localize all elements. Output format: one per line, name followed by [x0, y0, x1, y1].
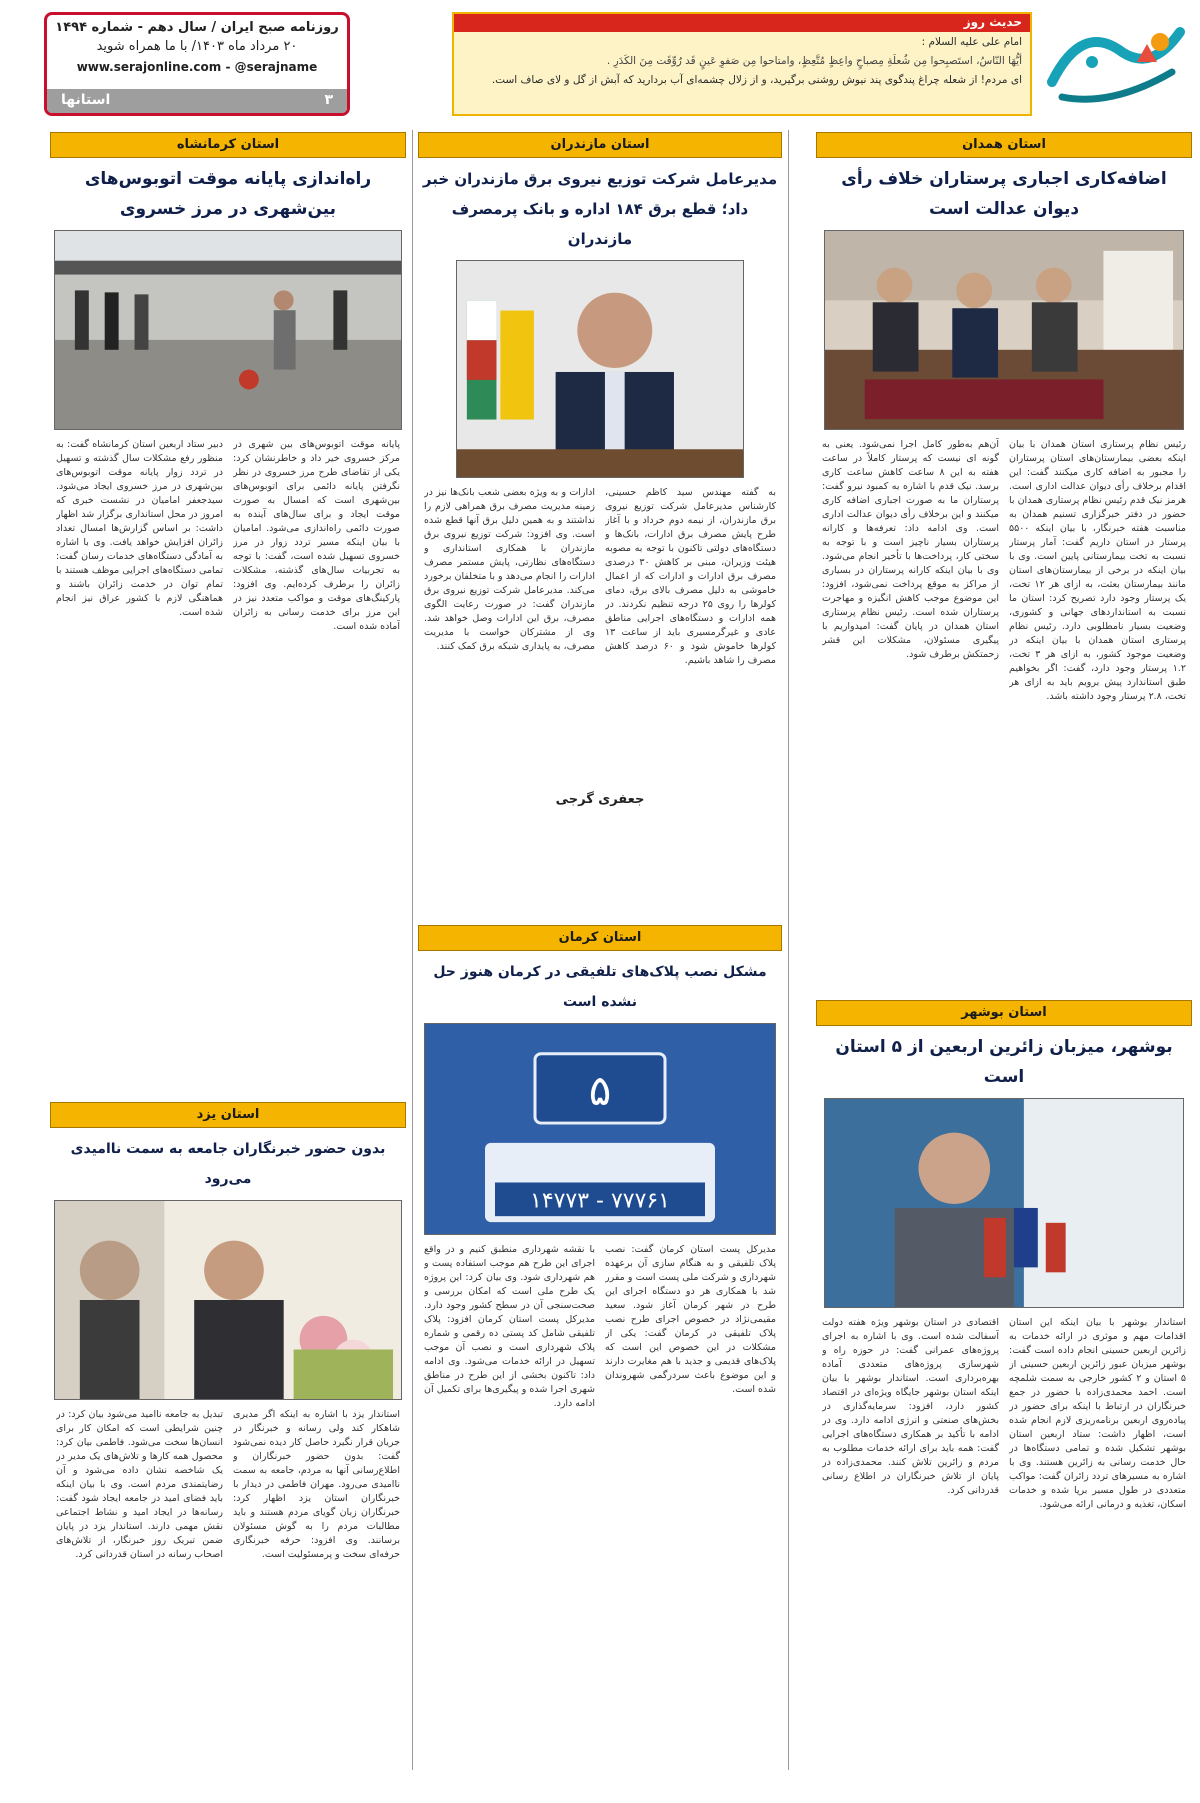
article-photo: [456, 260, 744, 478]
article-mazandaran: [418, 132, 782, 813]
page-number: ۳: [324, 92, 333, 108]
article-text: ادارات و به ویژه بعضی شعب بانک‌ها نیز در زمینه مدیریت مصرف برق همراهی لازم را نداشتند و به همین دلیل برق آنها قطع شده است. وی افزود: شرکت توزیع نیروی برق مازندران با همکاری استانداری و دستگاه‌های نظارتی، پایش مستمر مصرف ادارات را انجام می‌دهد و با متخلفان برخورد می‌کند. مدیرعامل شرکت توزیع نیروی برق مازندران گفت: در صورت رعایت الگوی مصرف، برق این ادارات وصل خواهد شد. وی از مشترکان خواست با مدیریت مصرف، به پایداری شبکه برق کمک کنند.: [424, 487, 595, 652]
article-text: اقتصادی در استان بوشهر ویژه هفته دولت آسفالت شده است. وی با اشاره به اجرای پروژه‌های عمرانی گفت: در حوزه راه و شهرسازی پروژه‌های متعددی آماده بهره‌برداری است. استاندار بوشهر با بیان اینکه استان بوشهر جایگاه ویژه‌ای در اقتصاد کشور دارد، افزود: سرمایه‌گذاری در بخش‌های صنعتی و انرژی ادامه دارد. وی در ادامه با تأکید بر همکاری دستگاه‌های اجرایی گفت: همه باید برای ارائه خدمات مطلوب به مردم و زائرین تلاش کنند. محمدی‌زاده در پایان از تلاش خبرنگاران در اطلاع رسانی قدردانی کرد.: [822, 1317, 999, 1496]
issue-info: روزنامه صبح ایران / سال دهم - شماره ۱۴۹۴: [55, 20, 339, 35]
article-body: [822, 1316, 1186, 1736]
article-text: رئیس نظام پرستاری استان همدان با بیان اینکه بعضی بیمارستان‌های استان پرستاران را مجبور به اضافه کاری میکنند گفت: این اقدام برخلاف رأی دیوان عدالت اداری است. هرمز نیک قدم رئیس نظام پرستاری همدان با حضور در دفتر خبرگزاری تسنیم همدان به مناسبت هفته خبرنگار، با بیان اینکه ۵۵۰۰ پرستار در استان داریم گفت: آمار پرستار نسبت به تخت بیمارستانی پایین است. وی با بیان اینکه در برخی از بیمارستان‌های استان مانند بیمارستان بعثت، به ازای هر ۱۲ تخت، یک پرستار وجود دارد تصریح کرد: استان ما نسبت به استانداردهای جهانی و کشوری، وضعیت بسیار نامطلوبی دارد. رئیس نظام پرستاری استان همدان با بیان اینکه در وضعیت موجود کشور، به ازای هر ۳ تخت، ۱.۲ پرستار وجود دارد، گفت: اگر بخواهیم طبق استاندارد پیش برویم باید به ازای هر تخت، ۲.۸ پرستار وجود داشته باشد.: [1009, 439, 1186, 702]
article-title[interactable]: بدون حضور خبرنگاران جامعه به سمت ناامیدی می‌رود: [70, 1141, 386, 1187]
province-tag: استان مازندران: [418, 132, 782, 158]
masthead: [0, 8, 1200, 118]
article-kerman: [418, 925, 782, 1803]
article-yazd: [50, 1102, 406, 1793]
article-photo: [824, 1098, 1184, 1308]
province-tag: استان کرمان: [418, 925, 782, 951]
seraj-logo: [1042, 12, 1190, 116]
hadith-box: [452, 12, 1032, 116]
article-text: تبدیل به جامعه ناامید می‌شود بیان کرد: در چنین شرایطی است که امکان کار برای انسان‌ها سخت می‌شود. فاطمی بیان کرد: محصول همه کارها و تلاش‌های یک مدیر در یک شاخصه نشان داده می‌شود و آن رضایتمندی مردم است. وی با بیان اینکه باید فضای امید در جامعه ایجاد شود گفت: رسانه‌ها در ایجاد امید و نشاط اجتماعی نقش مهمی دارند. استاندار یزد در پایان ضمن تبریک روز خبرنگار، از تلاش‌های اصحاب رسانه در استان قدردانی کرد.: [56, 1409, 223, 1560]
hadith-arabic: أيُّهَا النّاسُ، استَصبِحوا مِن شُعلَةِ مِصباحٍ واعِظٍ مُتَّعِظٍ، وامتاحوا مِن صَفوِ عَينٍ قَد رُوِّقَت مِنَ الكَدَرِ .: [606, 55, 1022, 67]
article-hamedan: [816, 132, 1192, 898]
province-tag: استان کرمانشاه: [50, 132, 406, 158]
hadith-label: حدیث روز: [454, 14, 1030, 32]
article-text: به گفته مهندس سید کاظم حسینی، کارشناس مدیرعامل شرکت توزیع نیروی برق مازندران، از نیمه دوم خرداد و با آغاز طرح پایش مصرف برق ادارات، بانک‌ها و دستگاه‌های دولتی تاکنون با توجه به مصوبه هیئت وزیران، مبنی بر کاهش ۳۰ درصدی مصرف برق ادارات و ادارات که از اعمال خاموشی به دلیل مصرف بالای برق، دمای کولرها را روی ۲۵ درجه تنظیم نکردند. در همه ادارات و دستگاه‌های اجرایی مناطق عادی و غیرگرمسیری باید از ساعت ۱۳ کولرها خاموش شود و ۶۰ درصد کاهش مصرف را شاهد باشیم.: [605, 487, 776, 666]
article-title[interactable]: بوشهر، میزبان زائرین اربعین از ۵ استان است: [835, 1037, 1173, 1087]
article-body: [424, 486, 776, 786]
section-name: استانها: [61, 92, 111, 108]
hadith-persian: ای مردم! از شعله چراغ پندگوی پند نیوش روشنی برگیرید، و از زلال چشمه‌ای آب بردارید که آبش از گل و لای صاف است.: [491, 74, 1022, 86]
article-text: استاندار یزد با اشاره به اینکه اگر مدیری شاهکار کند ولی رسانه و خبرنگار در جریان قرار نگیرد حاصل کار دیده نمی‌شود گفت: بدون حضور خبرنگاران و اطلاع‌رسانی آنها به مردم، جامعه به سمت ناامیدی می‌رود. مهران فاطمی در دیدار با خبرنگاران استان یزد اظهار کرد: خبرنگاران زبان گویای مردم هستند و باید مطالبات مردم را به گوش مسئولان برسانند. وی افزود: حرفه خبرنگاری حرفه‌ای سخت و پرمسئولیت است.: [233, 1409, 400, 1560]
article-body: [56, 1408, 400, 1793]
article-photo: [54, 230, 402, 430]
article-body: [56, 438, 400, 968]
article-title[interactable]: مدیرعامل شرکت توزیع نیروی برق مازندران خبر داد؛ قطع برق ۱۸۴ اداره و بانک پرمصرف مازندران: [422, 170, 778, 248]
svg-text:۵: ۵: [588, 1066, 612, 1116]
hadith-intro: امام علی علیه السلام :: [921, 36, 1022, 48]
article-text: دبیر ستاد اربعین استان کرمانشاه گفت: به منظور رفع مشکلات سال گذشته و تسهیل در تردد زوار پایانه موقت اتوبوس‌های بین‌شهری در مرز خسروی ایجاد می‌شود. سیدجعفر امامیان در نشست خبری که امروز در محل استانداری برگزار شد اظهار داشت: بر اساس گزارش‌ها امسال تعداد زائران افزایش خواهد یافت. وی با اشاره به آمادگی دستگاه‌های خدمات رسان گفت: تمامی دستگاه‌های اجرایی موظف هستند با تمام توان در خدمت زائران باشند و هماهنگی لازم با کشور عراق نیز انجام شده است.: [56, 439, 223, 618]
article-photo: [54, 1200, 402, 1400]
column-divider: [412, 130, 413, 1770]
website-link[interactable]: www.serajonline.com - @serajname: [76, 60, 318, 74]
article-body: [822, 438, 1186, 898]
column-divider: [788, 130, 789, 1770]
article-text: مدیرکل پست استان کرمان گفت: نصب پلاک تلفیقی و به هنگام سازی آن برعهده شهرداری و شرکت ملی پست است و مقرر شد با همکاری هر دو دستگاه اجرای این طرح در شهر کرمان آغاز شود. سعید مقیمی‌نژاد در خصوص اجرای طرح نصب پلاک تلفیقی در کرمان گفت: یکی از مشکلات در این خصوص این است که پلاک‌های قدیمی و جدید با هم مغایرت دارند و این موضوع باعث سردرگمی شهروندان شده است.: [605, 1244, 776, 1395]
article-bushehr: [816, 1000, 1192, 1736]
article-kermanshah: [50, 132, 406, 968]
article-photo: [424, 1023, 776, 1235]
province-tag: استان همدان: [816, 132, 1192, 158]
page-bar: [47, 89, 347, 113]
article-title[interactable]: مشکل نصب پلاک‌های تلفیقی در کرمان هنوز حل نشده است: [433, 964, 767, 1010]
article-title[interactable]: راه‌اندازی پایانه موقت اتوبوس‌های بین‌شهری در مرز خسروی: [84, 169, 372, 219]
province-tag: استان بوشهر: [816, 1000, 1192, 1026]
province-tag: استان یزد: [50, 1102, 406, 1128]
article-text: آن‌هم به‌طور کامل اجرا نمی‌شود. یعنی به گونه ای نیست که پرستار کاملاً در ساعت هفته به این ۸ ساعت کاهش ساعت کاری برسد. نیک قدم با اشاره به کمبود نیرو گفت: پرستاران ما به صورت اجباری اضافه کاری میکنند و این برخلاف رأی دیوان عدالت اداری است. وی ادامه داد: تعرفه‌ها و کارانه پرستاران بسیار ناچیز است و با توجه به سختی کار، پرداخت‌ها با تأخیر انجام می‌شود. وی با بیان اینکه کارانه پرستاران در بسیاری از مراکز به موقع پرداخت نمی‌شود، افزود: این موضوع موجب کاهش انگیزه و مهاجرت پرستاران شده است. رئیس نظام پرستاری استان همدان در پایان گفت: امیدواریم با پیگیری مسئولان، مشکلات این قشر زحمتکش برطرف شود.: [822, 439, 999, 660]
article-text: پایانه موقت اتوبوس‌های بین شهری در مرکز خسروی خیر داد و خاطرنشان کرد: یکی از تقاضای طرح مرز خسروی در نظر نگرفتن پایانه دائمی برای اتوبوس‌های بین‌شهری است که امسال به صورت موقت ایجاد و برای سال‌های آینده به صورت دائمی راه‌اندازی می‌شود. امامیان با بیان اینکه مسیر تردد زوار در مرز خسروی تسهیل شده است، گفت: با توجه به تجربیات سال‌های گذشته، مشکلات زائران را برطرف کرده‌ایم. وی افزود: پارکینگ‌های موقت و مواکب متعدد نیز در این مرز برای خدمت رسانی به زائران آماده شده است.: [233, 439, 400, 632]
article-author: جعفری گرجی: [555, 792, 645, 807]
svg-text:۷۷۷۶۱ - ۱۴۷۷۳: ۷۷۷۶۱ - ۱۴۷۷۳: [530, 1188, 670, 1214]
issue-date: ۲۰ مرداد ماه ۱۴۰۳/ با ما همراه شوید: [96, 39, 298, 54]
article-text: با نقشه شهرداری منطبق کنیم و در واقع اجرای این طرح هم موجب استفاده پست و هم شهرداری شود. وی بیان کرد: این پروژه یک طرح ملی است که امکان بررسی و صحت‌سنجی آن در سطح کشور وجود دارد. مدیرکل پست استان کرمان افزود: پلاک تلفیقی شامل کد پستی ده رقمی و شماره پلاک شهرداری است و نصب آن موجب تسهیل در ارائه خدمات می‌شود. وی ادامه داد: تاکنون بخشی از این طرح در مناطق شهری اجرا شده و پیگیری‌ها برای تکمیل آن ادامه دارد.: [424, 1244, 595, 1409]
publication-info: [44, 12, 350, 116]
article-title[interactable]: اضافه‌کاری اجباری پرستاران خلاف رأی دیوان عدالت است: [841, 169, 1167, 219]
article-body: [424, 1243, 776, 1803]
article-text: استاندار بوشهر با بیان اینکه این استان اقدامات مهم و موثری در ارائه خدمات به زائرین اربعین حسینی انجام داده است گفت: بوشهر میزبان عبور زائرین اربعین حسینی از ۵ استان و ۲ کشور خارجی به سمت شلمچه است. احمد محمدی‌زاده با حضور در جمع خبرنگاران در ارتباط با اینکه برای حضور در پیاده‌روی اربعین برنامه‌ریزی لازم انجام شده است، اظهار داشت: ستاد اربعین استان بوشهر تشکیل شده و تمامی دستگاه‌ها در حال خدمت رسانی به زائرین هستند. وی با اشاره به مسیرهای تردد زائران گفت: مواکب متعددی در طول مسیر برپا شده و خدمات اسکان، تغذیه و درمانی ارائه می‌شود.: [1009, 1317, 1186, 1510]
article-photo: [824, 230, 1184, 430]
